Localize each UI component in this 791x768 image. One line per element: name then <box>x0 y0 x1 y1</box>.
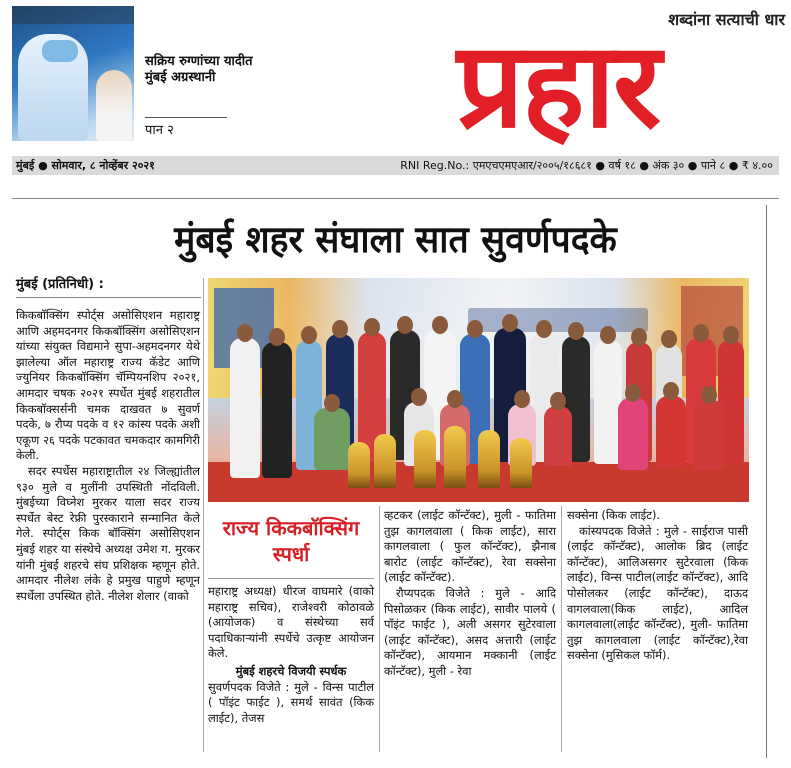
column-divider <box>561 506 562 752</box>
paragraph: सदर स्पर्धेस महाराष्ट्रातील २४ जिल्ह्यांतील ९३० मुले व मुलींनी उपस्थिती नोंदविली. मुंबईच्या विघ्नेश मुरकर याला सदर राज्य स्पर्धेत बेस्ट रेफ्री पुरस्काराने सन्मानित केले गेले. स्पोर्ट्स किक बॉक्सिंग असोसिएशन मुंबई शहर या संस्थेचे अध्यक्ष उमेश ग. मुरकर यांनी मुंबई शहरचे संघ प्रशिक्षक म्हणून होते. आमदार नीलेश लंके हे प्रमुख पाहुणे म्हणून स्पर्धेला उपस्थित होते. नीलेश शेलार (वाको <box>16 463 200 603</box>
column-divider <box>203 278 204 752</box>
winners-subheading: मुंबई शहरचे विजयी स्पर्धक <box>235 663 347 678</box>
article-column-1 <box>16 308 200 604</box>
paragraph: सक्सेना (किक लाईट). <box>567 508 661 522</box>
article-subhead: राज्य किकबॉक्सिंग स्पर्धा <box>208 505 374 579</box>
paragraph: किकबॉक्सिंग स्पोर्ट्स असोसिएशन महाराष्ट्र आणि अहमदनगर किकबॉक्सिंग असोसिएशन यांच्या संयुक्त विद्यमाने सुपा-अहमदनगर येथे झालेल्या ऑल महाराष्ट्र राज्य कॅडेट आणि ज्युनियर किकबॉक्सिंग चॅम्पियनशिप २०२१, आमदार चषक २०२१ स्पर्धेत मुंबई शहरातील किकबॉक्सर्सनी चमक दाखवत ७ सुवर्ण पदके, ७ रौप्य पदके व १२ कांस्य पदके अशी एकूण २६ पदके पटकावत चमकदार कामगिरी केली. <box>16 308 200 463</box>
article-photo[interactable] <box>208 278 749 502</box>
article-reporter: मुंबई (प्रतिनिधी) : <box>16 277 104 292</box>
teaser-headline[interactable]: सक्रिय रुग्णांच्या यादीत मुंबई अग्रस्थानी <box>145 54 253 85</box>
dateline-bar <box>12 156 779 175</box>
paragraph: रौप्यपदक विजेते : मुले - आदि पिसोळकर (किक लाईट), सावीर पालये ( पॉइंट फाईट ), अली असगर सुटेरवाला (लाईट कॉन्टॅक्ट), असद अत्तारी (लाईट कॉन्टॅक्ट), आयमान मक्कानी (लाईट कॉन्टॅक्ट), मुली - रेवा <box>384 585 556 678</box>
reporter-rule <box>16 297 201 298</box>
masthead-logo[interactable]: प्रहार <box>456 16 660 154</box>
paragraph: व्हटकर (लाईट कॉन्टॅक्ट), मुली - फातिमा तुझ कागलवाला ( किक लाईट), सारा कागलवाला ( फुल कॉन्टॅक्ट), झैनाब बारोट (लाईट कॉन्टॅक्ट), रेवा सक्सेना (लाईट कॉन्टॅक्ट). <box>384 508 556 585</box>
paragraph: कांस्यपदक विजेते : मुले - साईराज पासी (लाईट कॉन्टॅक्ट), आलोक ब्रिद (लाईट कॉन्टॅक्ट), आलिअसगर सुटेरवाला (किक लाईट), विन्स पाटील(लाईट कॉन्टॅक्ट), आदि पोसोलकर (लाईट कॉन्टॅक्ट), दाऊद वागलवाला(किक लाईट), आदिल कागलवाला(लाईट कॉन्टॅक्ट), मुली- फातिमा तुझ कागलवाला (लाईट कॉन्टॅक्ट),रेवा सक्सेना (मुसिकल फॉर्म). <box>567 523 748 663</box>
article-headline[interactable]: मुंबई शहर संघाला सात सुवर्णपदके <box>174 218 617 261</box>
column-edge-rule <box>766 205 767 758</box>
registration-info: RNI Reg.No.: एमएचएमएआर/२००५/१८६८१ ● वर्ष १८ ● अंक ३० ● पाने ८ ● ₹ ४.०० <box>400 159 773 172</box>
paragraph: महाराष्ट्र अध्यक्ष) धीरज वाघमारे (वाको महाराष्ट्र सचिव), राजेश्वरी कोठावळे (आयोजक) व संस्थेच्या सर्व पदाधिकाऱ्यांनी स्पर्धेचे उत्कृष्ट आयोजन केले. <box>208 584 374 661</box>
header-divider <box>12 198 779 199</box>
article-column-4 <box>567 508 748 664</box>
masthead-tagline: शब्दांना सत्याची धार <box>668 10 785 29</box>
article-column-3 <box>384 508 556 680</box>
edition-date: मुंबई ● सोमवार, ८ नोव्हेंबर २०२१ <box>16 159 155 172</box>
teaser-page-ref: पान २ <box>145 123 174 138</box>
article-column-2 <box>208 584 374 726</box>
column-divider <box>379 506 380 752</box>
teaser-divider <box>145 117 227 118</box>
teaser-photo <box>12 6 134 141</box>
paragraph: सुवर्णपदक विजेते : मुले - विन्स पाटील ( पॉइंट फाईट ), समर्थ सावंत (किक लाईट), तेजस <box>208 679 374 725</box>
